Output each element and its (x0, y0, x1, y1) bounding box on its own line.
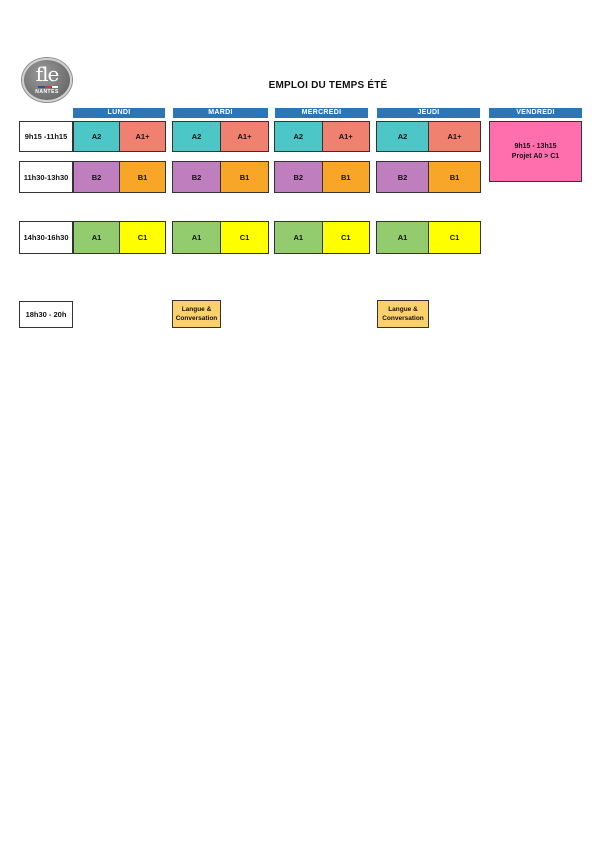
day-header-thursday: JEUDI (377, 108, 480, 118)
level-cell: B2 (74, 162, 119, 192)
session-block-wednesday-afternoon (274, 221, 370, 254)
logo-mark: fle (35, 62, 59, 86)
level-cell: B1 (428, 162, 480, 192)
level-cell: B1 (220, 162, 268, 192)
session-block-thursday-morning (376, 121, 481, 152)
flag-icon (38, 86, 58, 88)
school-logo (22, 58, 72, 102)
session-block-tuesday-afternoon (172, 221, 269, 254)
level-cell: A2 (377, 122, 428, 151)
level-cell: A2 (74, 122, 119, 151)
friday-time: 9h15 - 13h15 (514, 142, 557, 150)
session-block-monday-morning (73, 121, 166, 152)
session-block-wednesday-late-morning (274, 161, 370, 193)
level-cell: A2 (173, 122, 220, 151)
conversation-line2: Conversation (382, 315, 424, 322)
level-cell: C1 (220, 222, 268, 253)
level-cell: C1 (322, 222, 370, 253)
level-cell: A1 (74, 222, 119, 253)
time-slot-3: 14h30-16h30 (19, 221, 73, 254)
session-block-wednesday-morning (274, 121, 370, 152)
level-cell: A2 (275, 122, 322, 151)
level-cell: B1 (322, 162, 370, 192)
conversation-block-tuesday (172, 300, 221, 328)
conversation-line1: Langue & (181, 306, 212, 313)
session-block-thursday-afternoon (376, 221, 481, 254)
level-cell: A1 (173, 222, 220, 253)
conversation-line2: Conversation (175, 315, 218, 322)
friday-project-block (489, 121, 582, 182)
session-block-thursday-late-morning (376, 161, 481, 193)
session-block-tuesday-morning (172, 121, 269, 152)
time-slot-2: 11h30-13h30 (19, 161, 73, 193)
level-cell: A1 (377, 222, 428, 253)
day-header-wednesday: MERCREDI (275, 108, 368, 118)
level-cell: B2 (275, 162, 322, 192)
time-slot-4: 18h30 - 20h (19, 301, 73, 328)
level-cell: B2 (377, 162, 428, 192)
level-cell: B2 (173, 162, 220, 192)
conversation-block-thursday (377, 300, 429, 328)
level-cell: C1 (428, 222, 480, 253)
day-header-tuesday: MARDI (173, 108, 268, 118)
page-title: EMPLOI DU TEMPS ÉTÉ (268, 80, 388, 91)
level-cell: A1+ (119, 122, 165, 151)
logo-subtitle: NANTES (35, 89, 59, 95)
day-header-monday: LUNDI (73, 108, 165, 118)
level-cell: A1+ (428, 122, 480, 151)
day-header-friday: VENDREDI (489, 108, 582, 118)
level-cell: A1+ (322, 122, 370, 151)
conversation-line1: Langue & (388, 306, 418, 313)
time-slot-1: 9h15 -11h15 (19, 121, 73, 152)
level-cell: C1 (119, 222, 165, 253)
level-cell: B1 (119, 162, 165, 192)
level-cell: A1+ (220, 122, 268, 151)
session-block-monday-afternoon (73, 221, 166, 254)
friday-project: Projet A0 > C1 (511, 152, 560, 160)
session-block-monday-late-morning (73, 161, 166, 193)
level-cell: A1 (275, 222, 322, 253)
session-block-tuesday-late-morning (172, 161, 269, 193)
